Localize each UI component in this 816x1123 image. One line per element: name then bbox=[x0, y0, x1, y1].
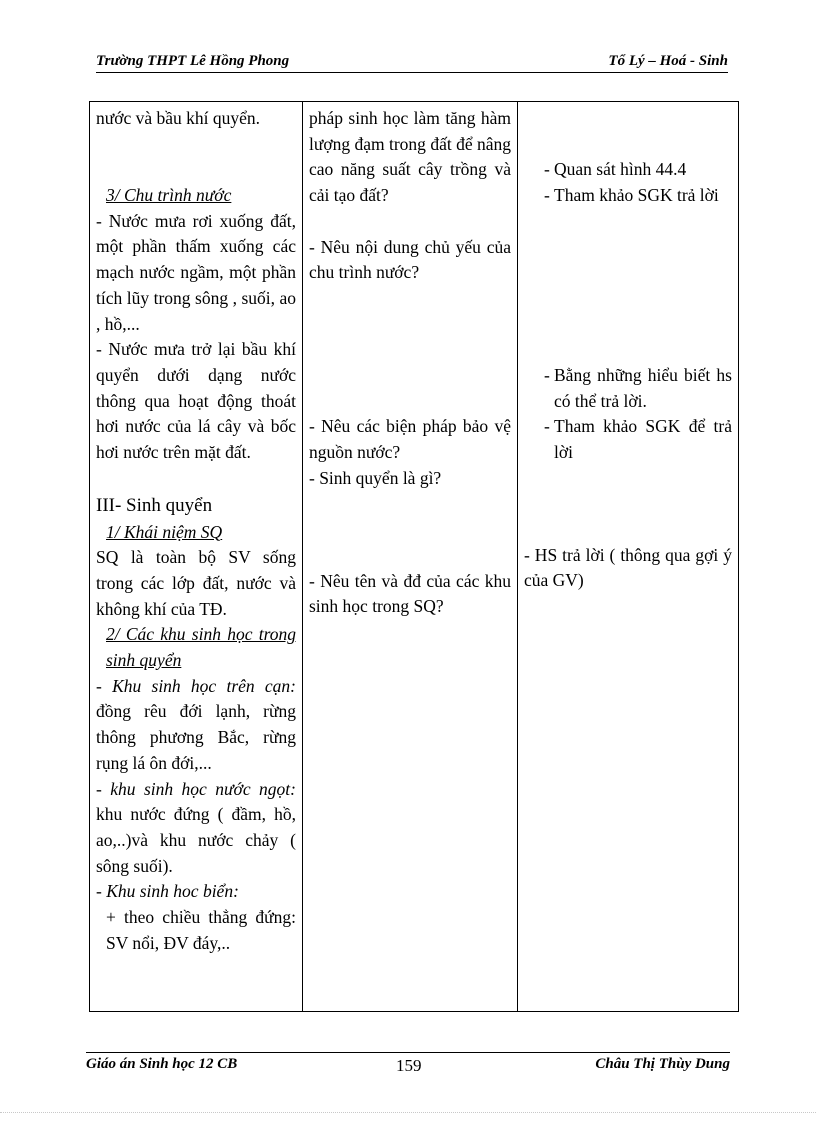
page-edge-divider bbox=[0, 1112, 816, 1113]
footer-author: Châu Thị Thùy Dung bbox=[595, 1056, 730, 1072]
content-column bbox=[90, 102, 303, 1012]
footer-title: Giáo án Sinh học 12 CB bbox=[86, 1056, 238, 1072]
heading-zones: 2/ Các khu sinh học trong sinh quyển bbox=[106, 624, 296, 671]
answer-column bbox=[518, 102, 739, 1012]
heading-water-cycle: 3/ Chu trình nước bbox=[106, 185, 232, 206]
zone-item: - khu sinh học nước ngọt: khu nước đứng ( đầm, hồ, ao,..)và khu nước chảy ( sông suối). bbox=[96, 778, 296, 876]
heading-concept: 1/ Khái niệm SQ bbox=[106, 521, 223, 542]
question: - Nêu nội dung chủ yếu của chu trình nước? bbox=[309, 236, 511, 283]
question: - Sinh quyển là gì? bbox=[309, 467, 442, 488]
question: pháp sinh học làm tăng hàm lượng đạm trong đất để nâng cao năng suất cây trồng và cải tạo đất? bbox=[309, 108, 511, 206]
table-row bbox=[90, 102, 739, 1012]
answer-item: - Tham khảo SGK trả lời bbox=[544, 185, 719, 206]
lesson-table bbox=[89, 101, 739, 1012]
page-header bbox=[96, 50, 728, 73]
answer-item: - Bằng những hiểu biết hs có thể trả lời. bbox=[544, 364, 732, 411]
zone-item: - Khu sinh học trên cạn: đồng rêu đới lạnh, rừng thông phương Bắc, rừng rụng lá ôn đới,... bbox=[96, 675, 296, 773]
page-number: 159 bbox=[396, 1056, 422, 1075]
paragraph: - Nước mưa rơi xuống đất, một phần thấm xuống các mạch nước ngầm, một phần tích lũy trong sông , suối, ao , hồ,... bbox=[96, 210, 296, 334]
department-name: Tổ Lý – Hoá - Sinh bbox=[608, 53, 728, 69]
zone-item-label: - Khu sinh hoc biển: bbox=[96, 881, 239, 902]
text-line: nước và bầu khí quyển. bbox=[96, 108, 261, 128]
section-heading: III- Sinh quyển bbox=[96, 494, 213, 516]
answer-item: - Quan sát hình 44.4 bbox=[544, 159, 687, 180]
zone-item-text: + theo chiều thẳng đứng: SV nổi, ĐV đáy,.. bbox=[106, 907, 296, 953]
answer-item: - HS trả lời ( thông qua gợi ý của GV) bbox=[524, 544, 732, 591]
question-column bbox=[303, 102, 518, 1012]
page-footer bbox=[86, 1052, 730, 1075]
question: - Nêu tên và đđ của các khu sinh học trong SQ? bbox=[309, 570, 511, 617]
question: - Nêu các biện pháp bảo vệ nguồn nước? bbox=[309, 416, 511, 463]
paragraph: SQ là toàn bộ SV sống trong các lớp đất, nước và không khí của TĐ. bbox=[96, 547, 296, 619]
school-name: Trường THPT Lê Hồng Phong bbox=[96, 53, 290, 69]
answer-item: - Tham khảo SGK để trả lời bbox=[544, 416, 732, 463]
paragraph: - Nước mưa trở lại bầu khí quyển dưới dạng nước thông qua hoạt động thoát hơi nước của lá cây và bốc hơi nước trên mặt đất. bbox=[96, 339, 296, 463]
